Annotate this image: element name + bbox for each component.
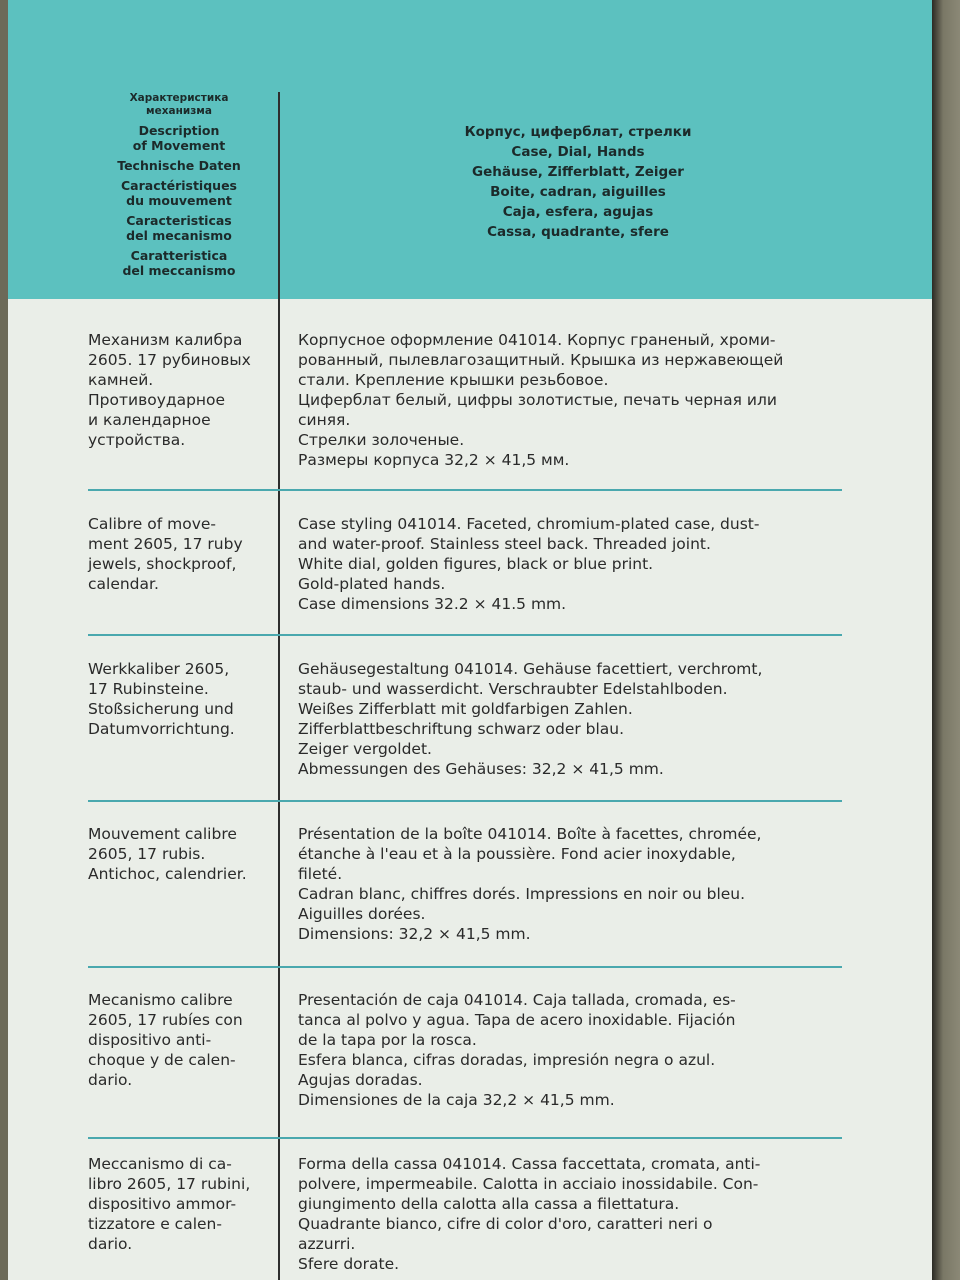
- text-line: Aiguilles dorées.: [298, 905, 426, 923]
- text-line: of Movement: [132, 138, 226, 153]
- row-separator: [88, 489, 842, 491]
- text-line: рованный, пылевлагозащитный. Крышка из нержавеющей: [298, 351, 784, 369]
- text-line: dario.: [88, 1071, 133, 1089]
- header-left-group: [98, 178, 260, 208]
- row-3-movement: [88, 659, 270, 739]
- text-line: ment 2605, 17 ruby: [88, 535, 243, 553]
- header-left-group: [98, 248, 260, 278]
- text-line: Sfere dorate.: [298, 1255, 400, 1273]
- text-line: Caractéristiques: [121, 178, 237, 193]
- row-2-case: [298, 514, 844, 614]
- text-line: Caracteristicas: [126, 213, 232, 228]
- text-line: and water-proof. Stainless steel back. Threaded joint.: [298, 535, 711, 553]
- header-left-group: [98, 213, 260, 243]
- text-line: del mecanismo: [126, 228, 232, 243]
- row-3-case: [298, 659, 844, 779]
- header-left-column: [98, 92, 260, 283]
- text-line: Dimensiones de la caja 32,2 × 41,5 mm.: [298, 1091, 615, 1109]
- text-line: и календарное: [88, 411, 211, 429]
- header-right-line: Caja, esfera, agujas: [502, 204, 654, 220]
- background-edge: [932, 0, 960, 1280]
- header-left-group: [98, 92, 260, 118]
- text-line: Antichoc, calendrier.: [88, 865, 247, 883]
- row-separator: [88, 800, 842, 802]
- text-line: Agujas doradas.: [298, 1071, 423, 1089]
- text-line: du mouvement: [126, 193, 232, 208]
- catalog-page: [8, 0, 932, 1280]
- text-line: устройства.: [88, 431, 186, 449]
- text-line: dispositivo anti-: [88, 1031, 212, 1049]
- text-line: Datumvorrichtung.: [88, 720, 235, 738]
- text-line: Esfera blanca, cifras doradas, impresión negra o azul.: [298, 1051, 716, 1069]
- text-line: del meccanismo: [122, 263, 236, 278]
- header-right-line: Корпус, циферблат, стрелки: [464, 124, 692, 140]
- text-line: 2605. 17 рубиновых: [88, 351, 251, 369]
- text-line: White dial, golden figures, black or blue print.: [298, 555, 654, 573]
- header-left-group: [98, 158, 260, 173]
- text-line: tanca al polvo y agua. Tapa de acero inoxidable. Fijación: [298, 1011, 736, 1029]
- text-line: fileté.: [298, 865, 343, 883]
- header-right-line: Cassa, quadrante, sfere: [487, 224, 669, 240]
- text-line: azzurri.: [298, 1235, 356, 1253]
- text-line: Quadrante bianco, cifre di color d'oro, caratteri neri o: [298, 1215, 713, 1233]
- row-4-case: [298, 824, 844, 944]
- text-line: Размеры корпуса 32,2 × 41,5 мм.: [298, 451, 570, 469]
- text-line: staub- und wasserdicht. Verschraubter Edelstahlboden.: [298, 680, 728, 698]
- text-line: Case styling 041014. Faceted, chromium-plated case, dust-: [298, 515, 760, 533]
- header-left-group: [98, 123, 260, 153]
- text-line: стали. Крепление крышки резьбовое.: [298, 371, 609, 389]
- row-separator: [88, 966, 842, 968]
- text-line: Характеристика: [129, 92, 229, 104]
- text-line: Механизм калибра: [88, 331, 243, 349]
- row-6-case: [298, 1154, 844, 1274]
- text-line: Zifferblattbeschriftung schwarz oder blau.: [298, 720, 625, 738]
- header-right-column: [428, 122, 728, 242]
- text-line: dario.: [88, 1235, 133, 1253]
- row-4-movement: [88, 824, 270, 884]
- text-line: Mecanismo calibre: [88, 991, 233, 1009]
- text-line: Werkkaliber 2605,: [88, 660, 230, 678]
- text-line: dispositivo ammor-: [88, 1195, 237, 1213]
- text-line: Caratteristica: [130, 248, 228, 263]
- row-separator: [88, 634, 842, 636]
- text-line: Description: [138, 123, 220, 138]
- text-line: Weißes Zifferblatt mit goldfarbigen Zahlen.: [298, 700, 633, 718]
- row-5-case: [298, 990, 844, 1110]
- text-line: Стрелки золоченые.: [298, 431, 465, 449]
- text-line: de la tapa por la rosca.: [298, 1031, 477, 1049]
- text-line: Корпусное оформление 041014. Корпус граненый, хроми-: [298, 331, 776, 349]
- header-right-line: Boite, cadran, aiguilles: [490, 184, 666, 200]
- header-right-line: Case, Dial, Hands: [511, 144, 645, 160]
- text-line: tizzatore e calen-: [88, 1215, 222, 1233]
- text-line: Противоударное: [88, 391, 226, 409]
- row-5-movement: [88, 990, 270, 1090]
- text-line: jewels, shockproof,: [88, 555, 237, 573]
- row-separator: [88, 1137, 842, 1139]
- text-line: камней.: [88, 371, 154, 389]
- text-line: механизма: [146, 105, 212, 117]
- row-2-movement: [88, 514, 270, 594]
- text-line: Presentación de caja 041014. Caja tallada, cromada, es-: [298, 991, 736, 1009]
- text-line: libro 2605, 17 rubini,: [88, 1175, 251, 1193]
- text-line: giungimento della calotta alla cassa a filettatura.: [298, 1195, 680, 1213]
- text-line: Abmessungen des Gehäuses: 32,2 × 41,5 mm.: [298, 760, 664, 778]
- text-line: Technische Daten: [117, 158, 241, 173]
- column-divider: [278, 92, 280, 1280]
- text-line: Zeiger vergoldet.: [298, 740, 432, 758]
- text-line: Mouvement calibre: [88, 825, 237, 843]
- row-1-case: [298, 330, 844, 470]
- text-line: Stoßsicherung und: [88, 700, 234, 718]
- text-line: calendar.: [88, 575, 159, 593]
- text-line: Gold-plated hands.: [298, 575, 446, 593]
- text-line: Циферблат белый, цифры золотистые, печать черная или: [298, 391, 777, 409]
- text-line: Dimensions: 32,2 × 41,5 mm.: [298, 925, 531, 943]
- text-line: Case dimensions 32.2 × 41.5 mm.: [298, 595, 567, 613]
- text-line: 17 Rubinsteine.: [88, 680, 209, 698]
- text-line: Calibre of move-: [88, 515, 217, 533]
- text-line: 2605, 17 rubíes con: [88, 1011, 243, 1029]
- text-line: Présentation de la boîte 041014. Boîte à facettes, chromée,: [298, 825, 762, 843]
- text-line: étanche à l'eau et à la poussière. Fond acier inoxydable,: [298, 845, 736, 863]
- row-6-movement: [88, 1154, 270, 1254]
- header-right-line: Gehäuse, Zifferblatt, Zeiger: [472, 164, 684, 180]
- text-line: Meccanismo di ca-: [88, 1155, 232, 1173]
- row-1-movement: [88, 330, 270, 450]
- text-line: polvere, impermeabile. Calotta in acciaio inossidabile. Con-: [298, 1175, 759, 1193]
- text-line: Gehäusegestaltung 041014. Gehäuse facettiert, verchromt,: [298, 660, 763, 678]
- text-line: 2605, 17 rubis.: [88, 845, 206, 863]
- text-line: Cadran blanc, chiffres dorés. Impressions en noir ou bleu.: [298, 885, 746, 903]
- text-line: Forma della cassa 041014. Cassa faccettata, cromata, anti-: [298, 1155, 761, 1173]
- text-line: синяя.: [298, 411, 351, 429]
- text-line: choque y de calen-: [88, 1051, 236, 1069]
